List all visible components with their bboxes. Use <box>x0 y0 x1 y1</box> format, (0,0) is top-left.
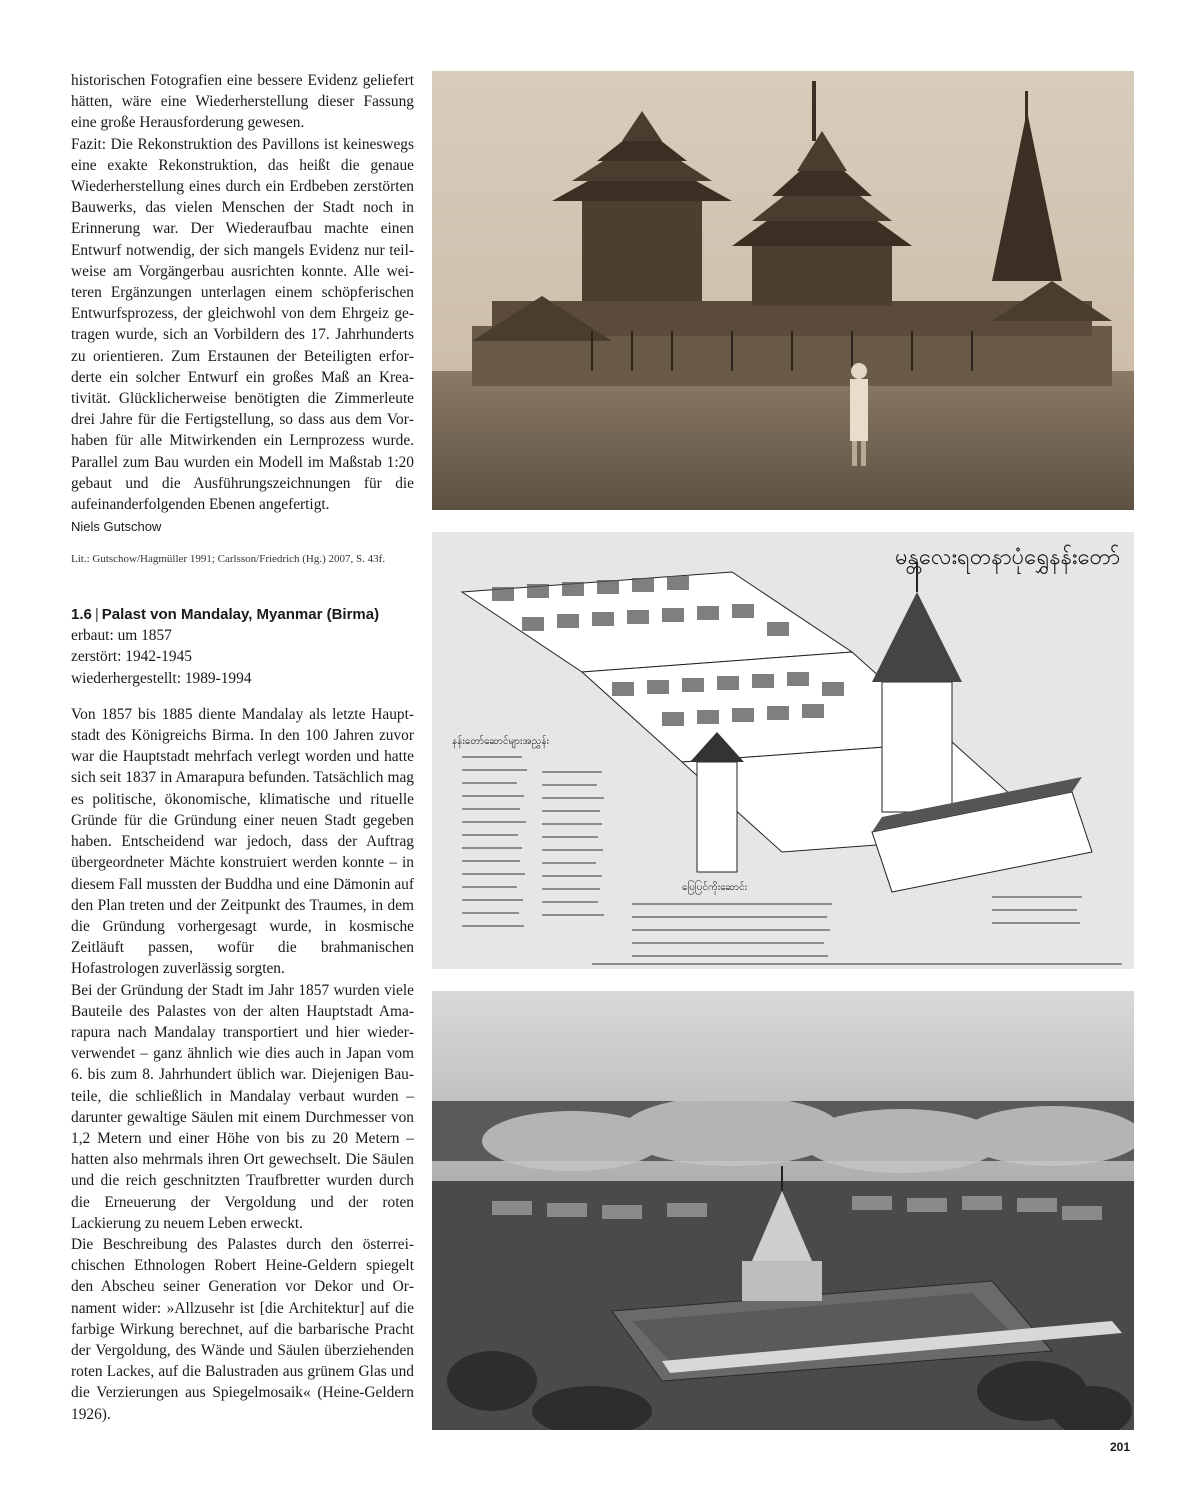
literature-reference: Lit.: Gutschow/Hagmüller 1991; Carlsson/Friedrich (Hg.) 2007, S. 43f. <box>71 553 386 566</box>
plan-legend-heading: နန်းတော်ဆောင်များအညွှန်း <box>452 736 550 747</box>
paragraph: Von 1857 bis 1885 diente Mandalay als letzte Hauptstadt des Königreichs Birma. In den 100 Jahren zuvor war die Hauptstadt mehrfach verlegt worden und hatte sich seit 1837 in Amarapura befunden. Tatsächlich mag es politische, ökonomische, klimatische und rituelle Gründe für die Gründung einer neuen Stadt gegeben haben. Entscheidend war jedoch, dass der Auftrag übergeordneter Mächte konstruiert werden konnte – in diesem Fall mussten der Buddha und eine Dämonin auf den Plan treten und der Zeitpunkt des Traumes, in dem die Gründung vorhergesagt wurde, in kosmische Zeitläuft passen, wofür die brahmanischen Hofastrologen zuverlässig sorgten. <box>71 705 414 978</box>
palace-plan-drawing <box>432 532 1134 969</box>
restored-date: wiederhergestellt: 1989-1994 <box>71 669 252 687</box>
pavilion-photo <box>432 71 1134 510</box>
paragraph: Die Beschreibung des Palastes durch den österreichischen Ethnologen Robert Heine-Geldern spiegelt den Abscheu seiner Generation vor Dekor und Ornament wider: »Allzusehr ist [die Architektur] auf die farbige Wirkung berechnet, auf die barbarische Pracht der Vergoldung, des Wände und Säulen überziehenden roten Lackes, auf die Balustraden aus grünem Glas und die Verzierungen aus Spiegelmosaik« (Heine-Geldern 1926). <box>71 1235 414 1423</box>
section-separator: | <box>94 606 99 624</box>
section-number: 1.6 <box>71 606 92 624</box>
section-title: Palast von Mandalay, Myanmar (Birma) <box>101 606 380 624</box>
plan-title: မန္တလေးရတနာပုံရွှေနန်းတော် <box>895 545 1120 570</box>
aerial-photo-palace <box>432 991 1134 1430</box>
author-name: Niels Gutschow <box>71 519 162 535</box>
plan-caption-heading: ပြေပြင်ကိုးဆောင်း <box>682 882 748 893</box>
section-heading <box>71 604 414 625</box>
paragraph: Fazit: Die Rekonstruktion des Pavillons ist keineswegs eine exakte Rekonstruktion, das heißt die genaue Wiederherstellung eines durch ein Erdbeben zerstörten Bauwerks, das vielen Menschen der Stadt noch in Erinnerung war. Der Wiederaufbau machte einen Entwurf notwendig, der sich mangels Evidenz nur teilweise am Vorgängerbau ausrichten konnte. Alle weiteren Ergänzungen unterlagen einem schöpferischen Entwurfsprozess, der gleichwohl von dem Ehrgeiz getragen wurde, sich an Vorbildern des 17. Jahrhunderts zu orientieren. Zum Erstaunen der Beteiligten erforderte ein solcher Entwurf ein großes Maß an Kreativität. Glücklicherweise benötigten die Zimmerleute drei Jahre für die Fertigstellung, so dass aus dem Vorhaben für alle Mitwirkenden ein Lernprozess wurde. Parallel zum Bau wurden ein Modell im Maßstab 1:20 gebaut und die Ausführungszeichnungen für die aufeinanderfolgenden Ebenen angefertigt. <box>71 135 414 514</box>
paragraph: Bei der Gründung der Stadt im Jahr 1857 wurden viele Bauteile des Palastes von der alten Hauptstadt Amarapura nach Mandalay transportiert und hier wiederverwendet – ganz ähnlich wie dies auch in Japan vom 6. bis zum 8. Jahrhundert üblich war. Diejenigen Bauteile, die schließlich in Mandalay verbaut wurden – darunter gewaltige Säulen mit einem Durchmesser von 1,2 Metern und einer Höhe von bis zu 20 Metern – hatten also mehrmals ihren Ort gewechselt. Die Säulen und die reich geschnitzten Traufbretter wurden durch die Erneuerung der Vergoldung und der roten Lackierung zu neuem Leben erweckt. <box>71 981 414 1232</box>
page-number: 201 <box>1110 1440 1131 1454</box>
pavilion-photo-graphic <box>432 71 1134 510</box>
destroyed-date: zerstört: 1942-1945 <box>71 648 192 666</box>
text-column <box>71 70 414 1425</box>
palace-plan-graphic <box>432 532 1134 969</box>
aerial-photo-graphic <box>432 991 1134 1430</box>
paragraph: historischen Fotografien eine bessere Evidenz geliefert hätten, wäre eine Wiederherstellung dieser Fassung eine große Herausforderung gewesen. <box>71 72 414 132</box>
built-date: erbaut: um 1857 <box>71 627 172 645</box>
